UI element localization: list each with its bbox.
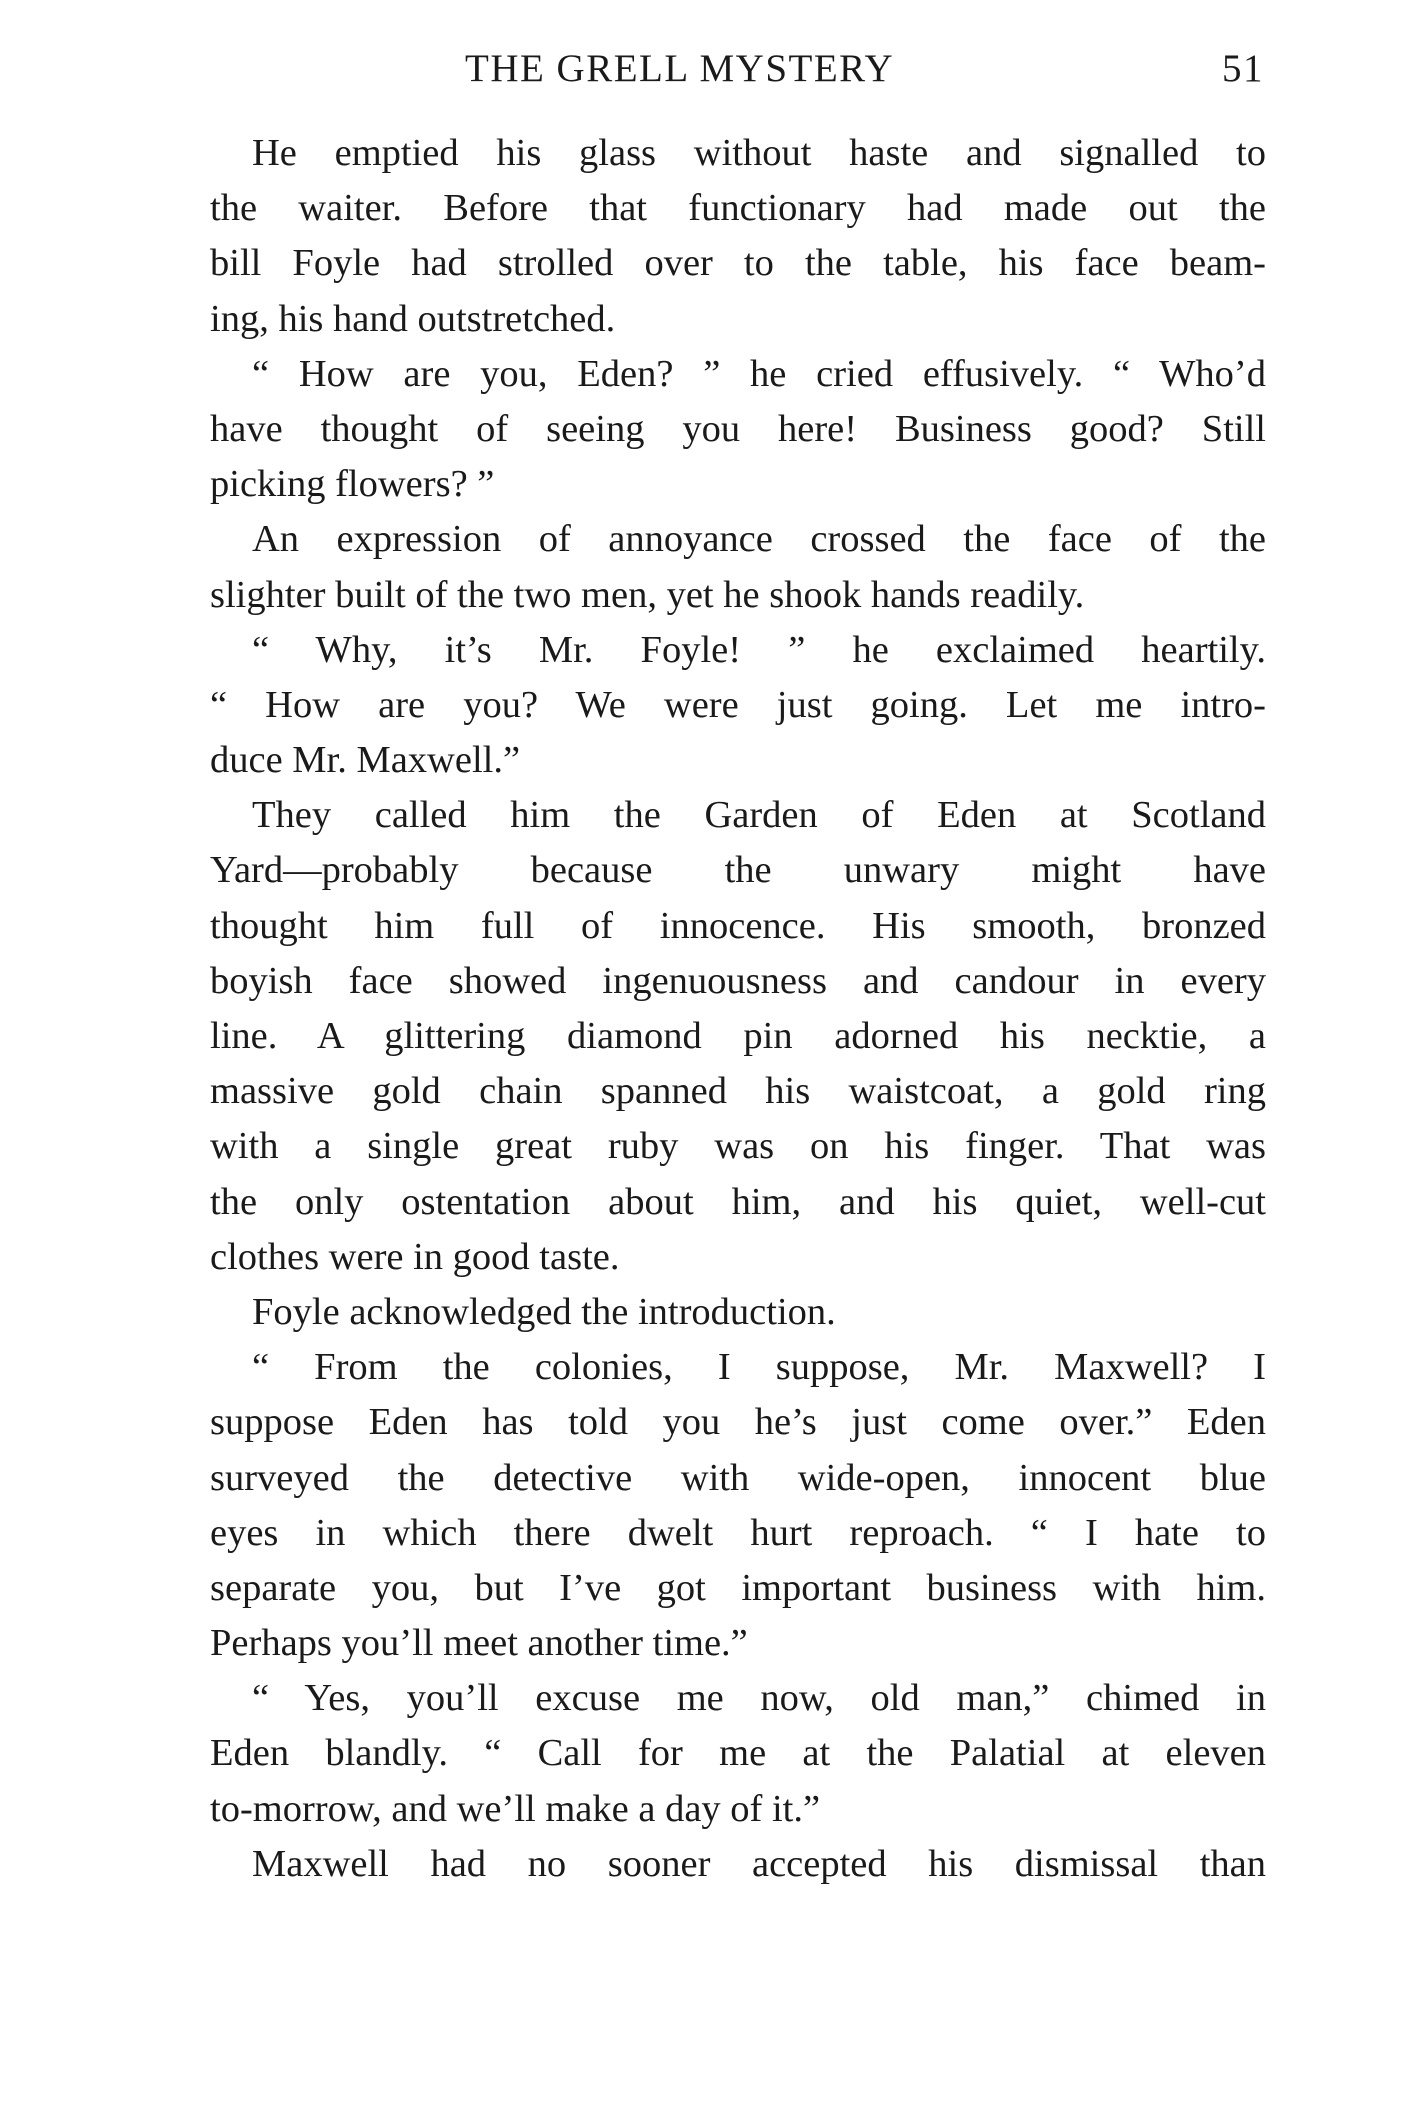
text-line: Yard—probably because the unwary might have [210,849,1266,892]
text-line: thought him full of innocence. His smooth, bronzed [210,904,1266,947]
text-line: duce Mr. Maxwell.” [210,739,521,782]
text-line: “ Why, it’s Mr. Foyle! ” he exclaimed heartily. [252,628,1266,671]
running-title: THE GRELL MYSTERY [465,47,895,90]
text-line: with a single great ruby was on his finger. That was [210,1125,1266,1168]
text-line: Foyle acknowledged the introduction. [252,1290,836,1333]
text-line: Maxwell had no sooner accepted his dismissal than [252,1842,1266,1885]
text-line: line. A glittering diamond pin adorned his necktie, a [210,1015,1266,1057]
text-line: ing, his hand outstretched. [210,297,616,340]
text-line: Perhaps you’ll meet another time.” [210,1622,748,1665]
text-line: massive gold chain spanned his waistcoat, a gold ring [210,1070,1266,1113]
body-text [210,126,1266,1892]
text-line: have thought of seeing you here! Business good? Still [210,407,1266,450]
text-line: “ From the colonies, I suppose, Mr. Maxwell? I [252,1346,1266,1389]
text-line: suppose Eden has told you he’s just come over.” Eden [210,1401,1266,1444]
text-line: An expression of annoyance crossed the face of the [252,518,1266,561]
text-line: boyish face showed ingenuousness and candour in every [210,959,1266,1002]
text-line: separate you, but I’ve got important business with him. [210,1566,1266,1609]
text-line: They called him the Garden of Eden at Scotland [252,794,1266,837]
text-line: the only ostentation about him, and his quiet, well-cut [210,1180,1266,1223]
text-line: surveyed the detective with wide-open, innocent blue [210,1456,1266,1499]
book-page [210,40,1266,2080]
page-number: 51 [1222,47,1264,90]
text-line: “ How are you, Eden? ” he cried effusively. “ Who’d [252,352,1266,395]
text-line: “ How are you? We were just going. Let me intro- [210,683,1266,726]
text-line: He emptied his glass without haste and signalled to [252,132,1266,174]
text-line: clothes were in good taste. [210,1235,620,1278]
text-line: Eden blandly. “ Call for me at the Palatial at eleven [210,1732,1266,1775]
text-line: slighter built of the two men, yet he shook hands readily. [210,573,1085,616]
text-line: picking flowers? ” [210,463,495,506]
text-line: to-morrow, and we’ll make a day of it.” [210,1787,821,1830]
text-line: eyes in which there dwelt hurt reproach. “ I hate to [210,1511,1266,1554]
text-line: “ Yes, you’ll excuse me now, old man,” chimed in [252,1677,1266,1720]
text-line: bill Foyle had strolled over to the table, his face beam- [210,242,1266,285]
running-head [210,40,1266,104]
text-line: the waiter. Before that functionary had made out the [210,187,1266,230]
